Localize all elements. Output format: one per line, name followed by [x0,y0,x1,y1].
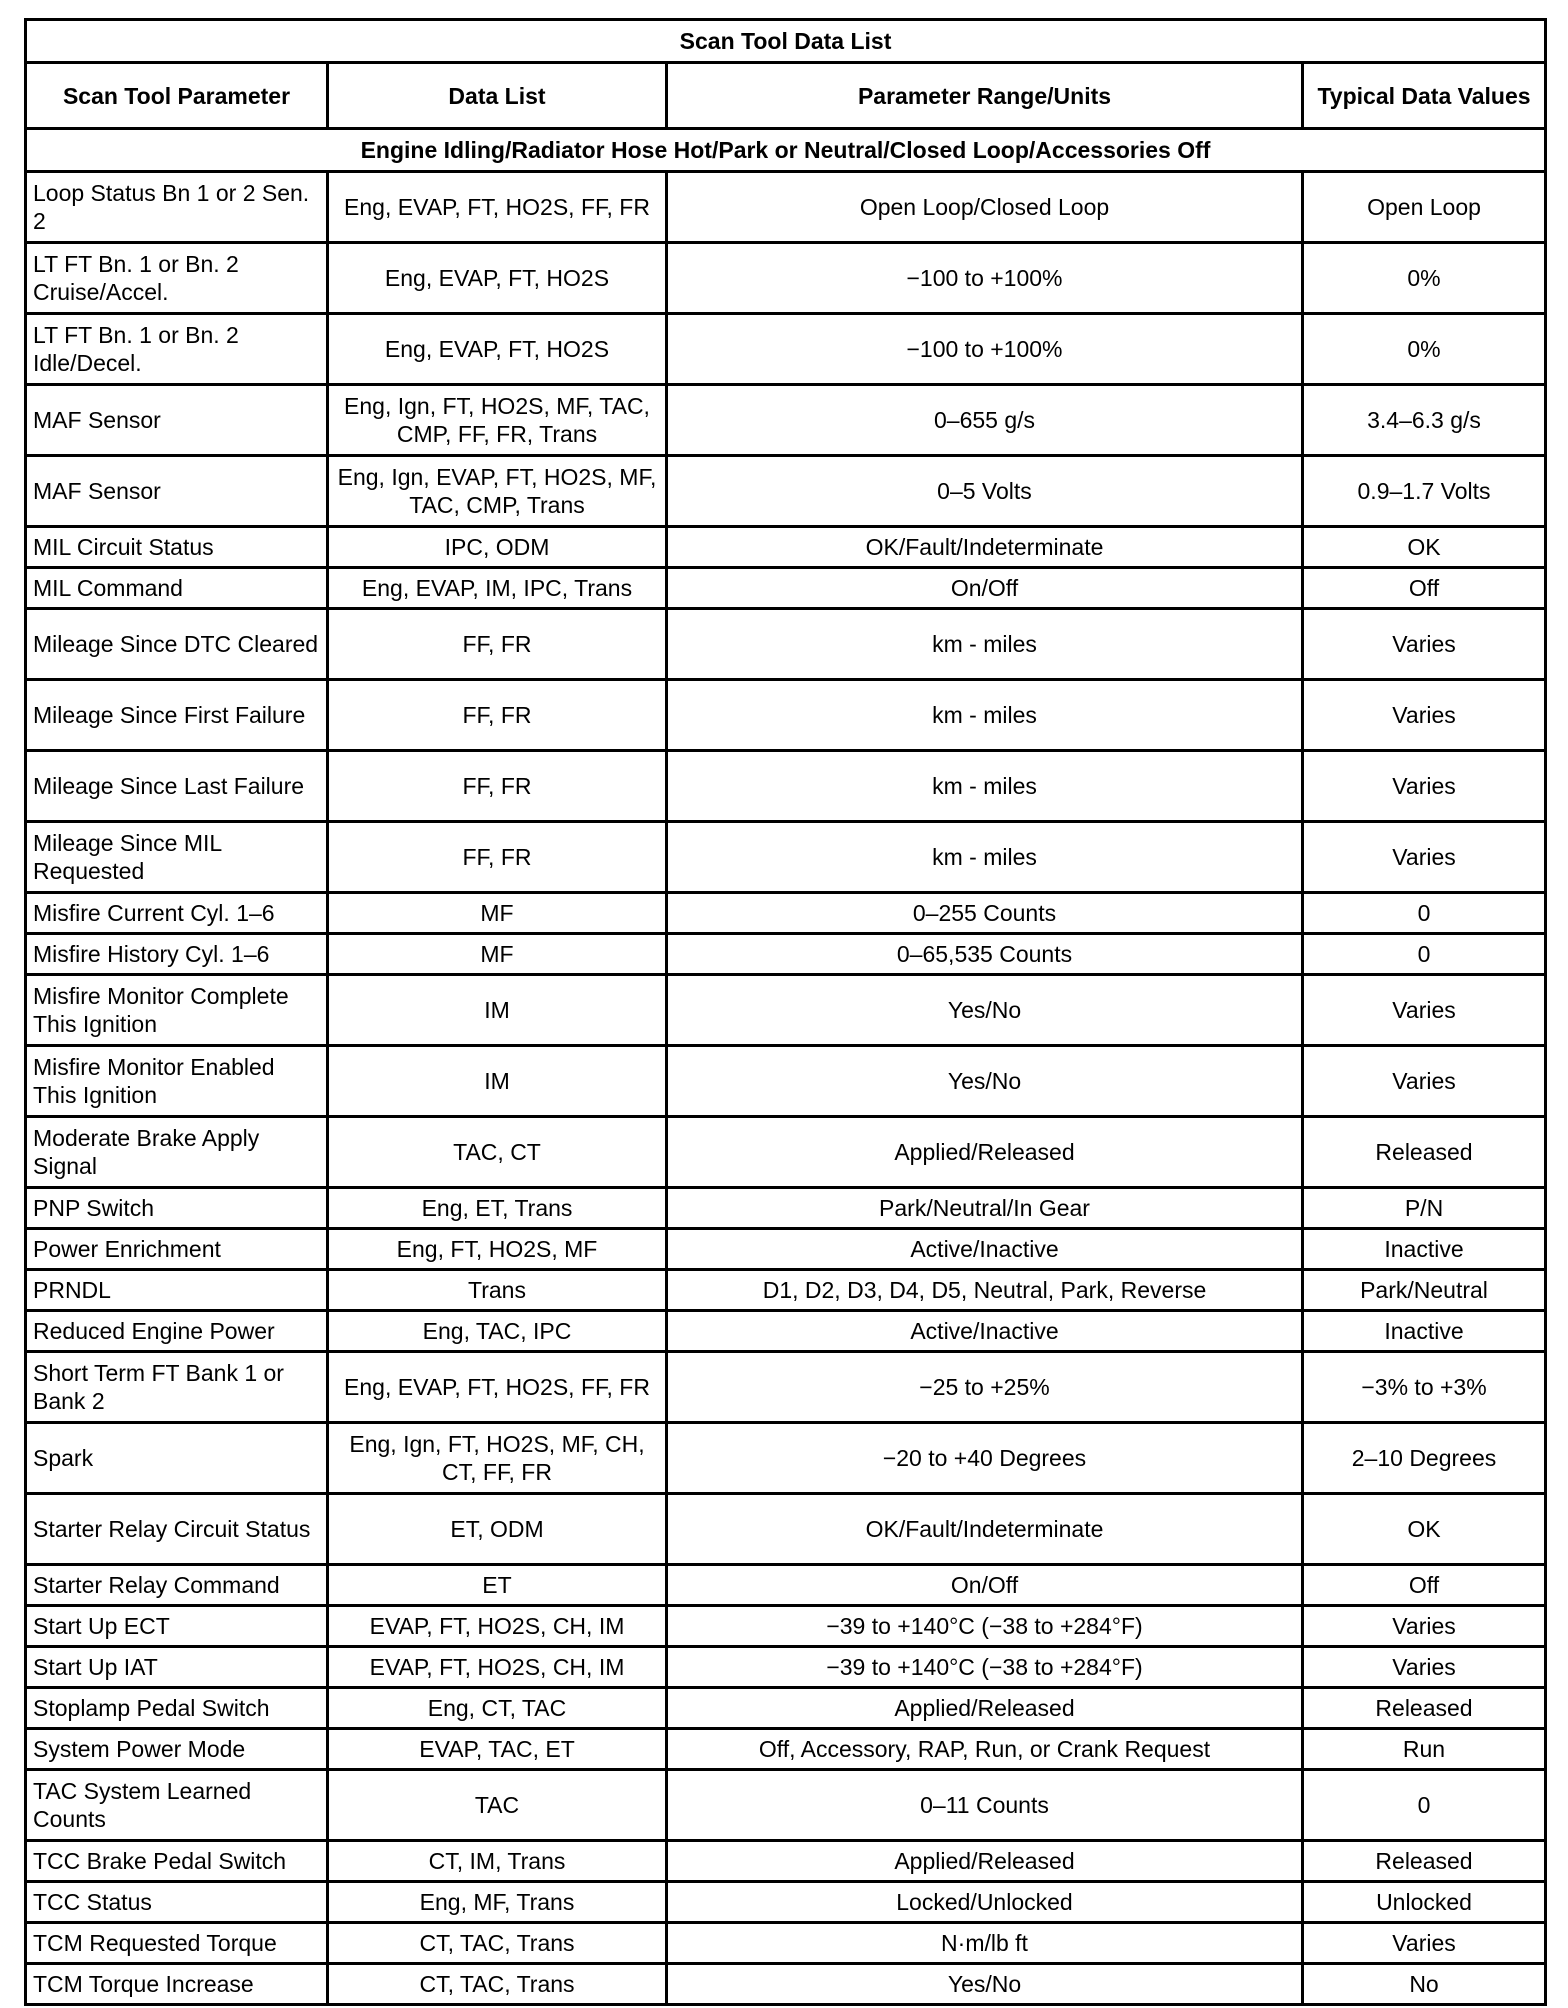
typical-value-cell: Varies [1303,975,1546,1046]
typical-value-cell: Off [1303,568,1546,609]
typical-value-cell: −3% to +3% [1303,1352,1546,1423]
typical-value-cell: OK [1303,527,1546,568]
data-list-cell: CT, TAC, Trans [328,1964,667,2005]
typical-value-cell: OK [1303,1494,1546,1565]
parameter-cell: TCM Requested Torque [26,1923,328,1964]
table-row [26,527,1546,568]
range-cell: Applied/Released [667,1688,1303,1729]
operating-condition: Engine Idling/Radiator Hose Hot/Park or Neutral/Closed Loop/Accessories Off [26,129,1546,172]
table-body [26,172,1546,2005]
header-scan-tool-parameter: Scan Tool Parameter [26,63,328,129]
table-row [26,568,1546,609]
range-cell: Yes/No [667,1964,1303,2005]
parameter-cell: Spark [26,1423,328,1494]
data-list-cell: Eng, EVAP, FT, HO2S, FF, FR [328,172,667,243]
table-row [26,1188,1546,1229]
parameter-cell: Loop Status Bn 1 or 2 Sen. 2 [26,172,328,243]
typical-value-cell: Varies [1303,1606,1546,1647]
table-row [26,314,1546,385]
parameter-cell: LT FT Bn. 1 or Bn. 2 Idle/Decel. [26,314,328,385]
range-cell: 0–655 g/s [667,385,1303,456]
table-row [26,975,1546,1046]
data-list-cell: CT, TAC, Trans [328,1923,667,1964]
table-row [26,1729,1546,1770]
parameter-cell: MAF Sensor [26,456,328,527]
table-row [26,456,1546,527]
data-list-cell: Eng, EVAP, FT, HO2S [328,314,667,385]
table-row [26,243,1546,314]
range-cell: −39 to +140°C (−38 to +284°F) [667,1647,1303,1688]
data-list-cell: Trans [328,1270,667,1311]
table-row [26,1229,1546,1270]
typical-value-cell: 0.9–1.7 Volts [1303,456,1546,527]
parameter-cell: Mileage Since First Failure [26,680,328,751]
parameter-cell: Misfire History Cyl. 1–6 [26,934,328,975]
data-list-cell: Eng, CT, TAC [328,1688,667,1729]
parameter-cell: TCM Torque Increase [26,1964,328,2005]
typical-value-cell: 2–10 Degrees [1303,1423,1546,1494]
parameter-cell: Starter Relay Command [26,1565,328,1606]
typical-value-cell: No [1303,1964,1546,2005]
typical-value-cell: Varies [1303,1647,1546,1688]
range-cell: On/Off [667,1565,1303,1606]
data-list-cell: Eng, Ign, FT, HO2S, MF, CH, CT, FF, FR [328,1423,667,1494]
table-row [26,1647,1546,1688]
typical-value-cell: Released [1303,1688,1546,1729]
range-cell: Locked/Unlocked [667,1882,1303,1923]
typical-value-cell: P/N [1303,1188,1546,1229]
parameter-cell: Moderate Brake Apply Signal [26,1117,328,1188]
range-cell: km - miles [667,822,1303,893]
typical-value-cell: 0 [1303,893,1546,934]
parameter-cell: TCC Status [26,1882,328,1923]
parameter-cell: TAC System Learned Counts [26,1770,328,1841]
table-row [26,1923,1546,1964]
range-cell: 0–5 Volts [667,456,1303,527]
table-row [26,934,1546,975]
range-cell: Off, Accessory, RAP, Run, or Crank Request [667,1729,1303,1770]
typical-value-cell: 0 [1303,934,1546,975]
range-cell: −39 to +140°C (−38 to +284°F) [667,1606,1303,1647]
data-list-cell: Eng, EVAP, FT, HO2S, FF, FR [328,1352,667,1423]
range-cell: Applied/Released [667,1841,1303,1882]
data-list-cell: Eng, ET, Trans [328,1188,667,1229]
scan-tool-data-table [24,18,1547,2006]
parameter-cell: Short Term FT Bank 1 or Bank 2 [26,1352,328,1423]
data-list-cell: CT, IM, Trans [328,1841,667,1882]
range-cell: −100 to +100% [667,314,1303,385]
table-title: Scan Tool Data List [26,20,1546,63]
table-row [26,1964,1546,2005]
table-row [26,751,1546,822]
table-row [26,1423,1546,1494]
data-list-cell: Eng, Ign, FT, HO2S, MF, TAC, CMP, FF, FR, Trans [328,385,667,456]
table-row [26,1352,1546,1423]
parameter-cell: Mileage Since Last Failure [26,751,328,822]
table-row [26,1565,1546,1606]
parameter-cell: Misfire Current Cyl. 1–6 [26,893,328,934]
range-cell: 0–255 Counts [667,893,1303,934]
typical-value-cell: Park/Neutral [1303,1270,1546,1311]
range-cell: OK/Fault/Indeterminate [667,1494,1303,1565]
parameter-cell: Reduced Engine Power [26,1311,328,1352]
table-row [26,893,1546,934]
table-row [26,609,1546,680]
range-cell: km - miles [667,609,1303,680]
typical-value-cell: Varies [1303,1923,1546,1964]
data-list-cell: IM [328,1046,667,1117]
header-parameter-range-units: Parameter Range/Units [667,63,1303,129]
header-typical-data-values: Typical Data Values [1303,63,1546,129]
table-row [26,680,1546,751]
parameter-cell: LT FT Bn. 1 or Bn. 2 Cruise/Accel. [26,243,328,314]
range-cell: km - miles [667,751,1303,822]
table-row [26,1117,1546,1188]
range-cell: Park/Neutral/In Gear [667,1188,1303,1229]
range-cell: 0–11 Counts [667,1770,1303,1841]
range-cell: Yes/No [667,975,1303,1046]
parameter-cell: Misfire Monitor Enabled This Ignition [26,1046,328,1117]
parameter-cell: PRNDL [26,1270,328,1311]
table-row [26,1046,1546,1117]
parameter-cell: TCC Brake Pedal Switch [26,1841,328,1882]
range-cell: Yes/No [667,1046,1303,1117]
range-cell: Open Loop/Closed Loop [667,172,1303,243]
range-cell: −20 to +40 Degrees [667,1423,1303,1494]
table-row [26,1841,1546,1882]
data-list-cell: Eng, FT, HO2S, MF [328,1229,667,1270]
table-row [26,1882,1546,1923]
table-row [26,1311,1546,1352]
typical-value-cell: Inactive [1303,1311,1546,1352]
parameter-cell: Power Enrichment [26,1229,328,1270]
typical-value-cell: 3.4–6.3 g/s [1303,385,1546,456]
data-list-cell: EVAP, TAC, ET [328,1729,667,1770]
data-list-cell: FF, FR [328,680,667,751]
range-cell: km - miles [667,680,1303,751]
data-list-cell: ET [328,1565,667,1606]
data-list-cell: Eng, Ign, EVAP, FT, HO2S, MF, TAC, CMP, Trans [328,456,667,527]
range-cell: Applied/Released [667,1117,1303,1188]
typical-value-cell: 0 [1303,1770,1546,1841]
typical-value-cell: 0% [1303,314,1546,385]
range-cell: Active/Inactive [667,1229,1303,1270]
table-row [26,1494,1546,1565]
data-list-cell: FF, FR [328,822,667,893]
data-list-cell: Eng, EVAP, IM, IPC, Trans [328,568,667,609]
typical-value-cell: Unlocked [1303,1882,1546,1923]
range-cell: 0–65,535 Counts [667,934,1303,975]
typical-value-cell: Varies [1303,609,1546,680]
parameter-cell: Mileage Since DTC Cleared [26,609,328,680]
typical-value-cell: Inactive [1303,1229,1546,1270]
typical-value-cell: Varies [1303,751,1546,822]
range-cell: OK/Fault/Indeterminate [667,527,1303,568]
typical-value-cell: 0% [1303,243,1546,314]
range-cell: −100 to +100% [667,243,1303,314]
data-list-cell: IM [328,975,667,1046]
parameter-cell: Starter Relay Circuit Status [26,1494,328,1565]
parameter-cell: Stoplamp Pedal Switch [26,1688,328,1729]
data-list-cell: TAC, CT [328,1117,667,1188]
header-data-list: Data List [328,63,667,129]
parameter-cell: Start Up ECT [26,1606,328,1647]
parameter-cell: Start Up IAT [26,1647,328,1688]
table-row [26,822,1546,893]
data-list-cell: ET, ODM [328,1494,667,1565]
parameter-cell: MAF Sensor [26,385,328,456]
data-list-cell: FF, FR [328,751,667,822]
range-cell: Active/Inactive [667,1311,1303,1352]
parameter-cell: MIL Circuit Status [26,527,328,568]
typical-value-cell: Off [1303,1565,1546,1606]
data-list-cell: EVAP, FT, HO2S, CH, IM [328,1606,667,1647]
typical-value-cell: Open Loop [1303,172,1546,243]
typical-value-cell: Released [1303,1841,1546,1882]
data-list-cell: Eng, TAC, IPC [328,1311,667,1352]
range-cell: On/Off [667,568,1303,609]
typical-value-cell: Varies [1303,1046,1546,1117]
data-list-cell: Eng, MF, Trans [328,1882,667,1923]
data-list-cell: Eng, EVAP, FT, HO2S [328,243,667,314]
parameter-cell: Mileage Since MIL Requested [26,822,328,893]
data-list-cell: EVAP, FT, HO2S, CH, IM [328,1647,667,1688]
table-row [26,1688,1546,1729]
table-row [26,385,1546,456]
typical-value-cell: Varies [1303,822,1546,893]
table-row [26,1606,1546,1647]
data-list-cell: MF [328,893,667,934]
range-cell: −25 to +25% [667,1352,1303,1423]
typical-value-cell: Varies [1303,680,1546,751]
parameter-cell: MIL Command [26,568,328,609]
table-row [26,1270,1546,1311]
typical-value-cell: Released [1303,1117,1546,1188]
table-row [26,1770,1546,1841]
range-cell: N·m/lb ft [667,1923,1303,1964]
data-list-cell: MF [328,934,667,975]
range-cell: D1, D2, D3, D4, D5, Neutral, Park, Reverse [667,1270,1303,1311]
parameter-cell: PNP Switch [26,1188,328,1229]
parameter-cell: Misfire Monitor Complete This Ignition [26,975,328,1046]
data-list-cell: FF, FR [328,609,667,680]
parameter-cell: System Power Mode [26,1729,328,1770]
data-list-cell: TAC [328,1770,667,1841]
table-row [26,172,1546,243]
typical-value-cell: Run [1303,1729,1546,1770]
data-list-cell: IPC, ODM [328,527,667,568]
